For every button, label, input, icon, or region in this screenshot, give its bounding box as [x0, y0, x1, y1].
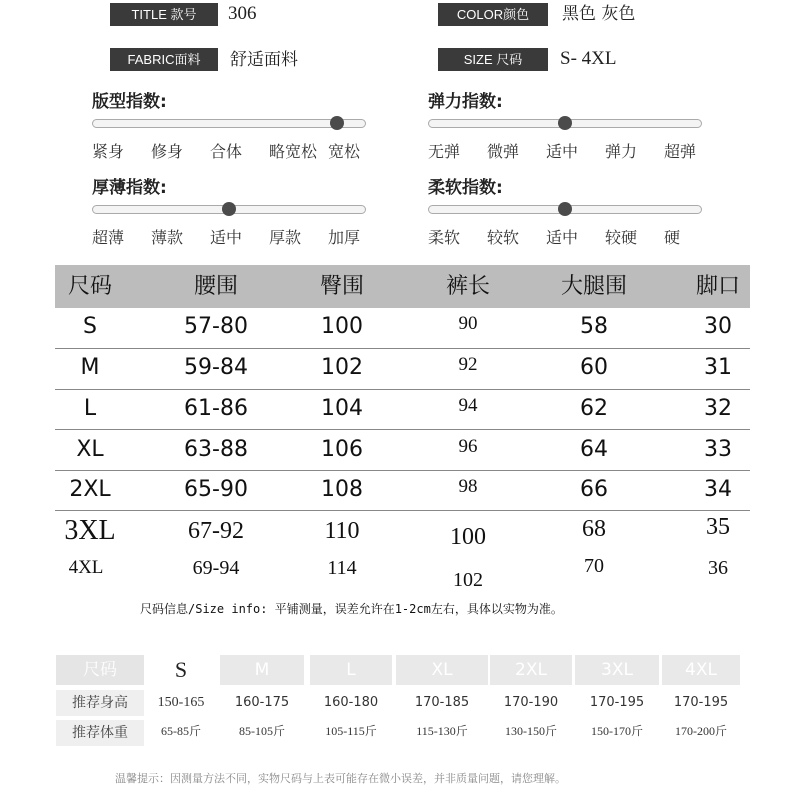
size-table-cell: 3XL	[64, 515, 116, 546]
rec-size-header: 4XL	[662, 655, 740, 685]
rec-height-cell: 160-175	[234, 695, 290, 710]
size-table-cell: 31	[704, 355, 732, 380]
size-table-cell: 57-80	[184, 314, 248, 339]
rec-height-cell: 170-190	[503, 695, 559, 710]
footer-tip: 温馨提示：因测量方法不同，实物尺码与上表可能存在微小误差，并非质量问题，请您理解。	[115, 772, 566, 785]
rec-height-cell: 170-185	[414, 695, 470, 710]
size-table-cell: 35	[706, 514, 730, 540]
fit-index-track	[92, 119, 366, 128]
size-table-cell: 92	[458, 354, 478, 375]
title-value: 306	[228, 3, 257, 24]
size-table-cell: 61-86	[184, 396, 248, 421]
size-table-cell: 69-94	[192, 557, 240, 579]
size-table-cell: L	[83, 396, 97, 421]
size-table-cell: 66	[580, 477, 608, 502]
elastic-index-marker	[558, 116, 572, 130]
elastic-index-option: 适中	[546, 142, 579, 161]
rec-weight-cell: 115-130斤	[416, 724, 468, 738]
rec-height-cell: 170-195	[589, 695, 645, 710]
softness-index-marker	[558, 202, 572, 216]
rec-size-header: 3XL	[575, 655, 659, 685]
size-table-cell: 34	[704, 477, 732, 502]
rec-weight-cell: 85-105斤	[239, 724, 285, 738]
size-table-cell: 64	[580, 437, 608, 462]
size-table-cell: 33	[704, 437, 732, 462]
size-table-cell: 68	[582, 516, 606, 542]
size-table-cell: 94	[458, 395, 478, 416]
size-table-cell: 100	[450, 524, 486, 550]
size-table-cell: XL	[76, 437, 104, 462]
thickness-index-option: 厚款	[269, 228, 302, 247]
thickness-index-option: 适中	[210, 228, 243, 247]
softness-index-option: 硬	[664, 228, 681, 247]
size-table-cell: 104	[321, 396, 363, 421]
fit-index-marker	[330, 116, 344, 130]
softness-index-title: 柔软指数:	[428, 178, 503, 198]
size-table-cell: S	[83, 314, 97, 339]
rec-height-cell: 150-165	[157, 695, 205, 710]
size-table-cell: 102	[321, 355, 363, 380]
size-table-cell: 100	[321, 314, 363, 339]
fit-index-option: 紧身	[92, 142, 125, 161]
size-table-cell: 90	[458, 313, 478, 334]
size-table-cell: 60	[580, 355, 608, 380]
rec-weight-cell: 105-115斤	[325, 724, 377, 738]
fit-index-option: 宽松	[328, 142, 361, 161]
size-table-cell: 114	[327, 557, 357, 579]
size-table-cell: 32	[704, 396, 732, 421]
thickness-index-option: 薄款	[151, 228, 184, 247]
softness-index-option: 适中	[546, 228, 579, 247]
rec-weight-cell: 150-170斤	[591, 724, 643, 738]
rec-size-header: 2XL	[490, 655, 572, 685]
size-table-cell: 58	[580, 314, 608, 339]
size-info-note: 尺码信息/Size info: 平铺测量，误差允许在1-2cm左右，具体以实物为准。	[140, 602, 563, 616]
size-table-col-header: 尺码	[67, 274, 112, 299]
size-table-cell: 96	[458, 436, 478, 457]
size-table-cell: 59-84	[184, 355, 248, 380]
size-table-cell: M	[80, 355, 100, 380]
rec-size-header: S	[150, 655, 212, 685]
rec-height-label: 推荐身高	[56, 690, 144, 716]
size-table-cell: 106	[321, 437, 363, 462]
size-table-cell: 70	[584, 555, 604, 577]
rec-height-cell: 170-195	[673, 695, 729, 710]
softness-index-option: 较软	[487, 228, 520, 247]
fabric-label: FABRIC面料	[110, 48, 218, 71]
softness-index-option: 较硬	[605, 228, 638, 247]
size-table-cell: 2XL	[69, 477, 111, 502]
rec-weight-label: 推荐体重	[56, 720, 144, 746]
size-table-cell: 62	[580, 396, 608, 421]
size-table-cell: 36	[708, 557, 728, 579]
rec-size-header: XL	[396, 655, 488, 685]
size-table-col-header: 裤长	[445, 274, 490, 299]
fit-index-title: 版型指数:	[92, 92, 167, 112]
size-table-cell: 98	[458, 476, 478, 497]
title-label: TITLE 款号	[110, 3, 218, 26]
size-table-cell: 65-90	[184, 477, 248, 502]
size-value: S- 4XL	[560, 48, 617, 69]
size-table-cell: 110	[324, 518, 360, 544]
size-table-cell: 102	[453, 569, 483, 591]
size-table-cell: 108	[321, 477, 363, 502]
size-table-cell: 67-92	[188, 518, 244, 544]
thickness-index-title: 厚薄指数:	[92, 178, 167, 198]
thickness-index-option: 加厚	[328, 228, 361, 247]
elastic-index-option: 无弹	[428, 142, 461, 161]
elastic-index-option: 微弹	[487, 142, 520, 161]
elastic-index-option: 弹力	[605, 142, 638, 161]
rec-height-cell: 160-180	[323, 695, 379, 710]
softness-index-option: 柔软	[428, 228, 461, 247]
color-value: 黑色 灰色	[562, 4, 636, 24]
rec-weight-cell: 170-200斤	[675, 724, 727, 738]
rec-size-header: L	[310, 655, 392, 685]
size-table-cell: 4XL	[68, 557, 104, 578]
size-table-cell: 63-88	[184, 437, 248, 462]
fit-index-option: 合体	[210, 142, 243, 161]
thickness-index-option: 超薄	[92, 228, 125, 247]
size-table-col-header: 大腿围	[560, 274, 627, 299]
elastic-index-option: 超弹	[664, 142, 697, 161]
rec-weight-cell: 65-85斤	[161, 724, 201, 738]
size-table-col-header: 臀围	[319, 274, 364, 299]
rec-size-header: M	[220, 655, 304, 685]
size-table-col-header: 脚口	[695, 274, 740, 299]
rec-header-label: 尺码	[56, 655, 144, 685]
elastic-index-title: 弹力指数:	[428, 92, 503, 112]
color-label: COLOR颜色	[438, 3, 548, 26]
fit-index-option: 略宽松	[269, 142, 318, 161]
thickness-index-marker	[222, 202, 236, 216]
size-table-cell: 30	[704, 314, 732, 339]
rec-weight-cell: 130-150斤	[505, 724, 557, 738]
fit-index-option: 修身	[151, 142, 184, 161]
size-table-col-header: 腰围	[193, 274, 238, 299]
fabric-value: 舒适面料	[230, 50, 298, 70]
size-label: SIZE 尺码	[438, 48, 548, 71]
